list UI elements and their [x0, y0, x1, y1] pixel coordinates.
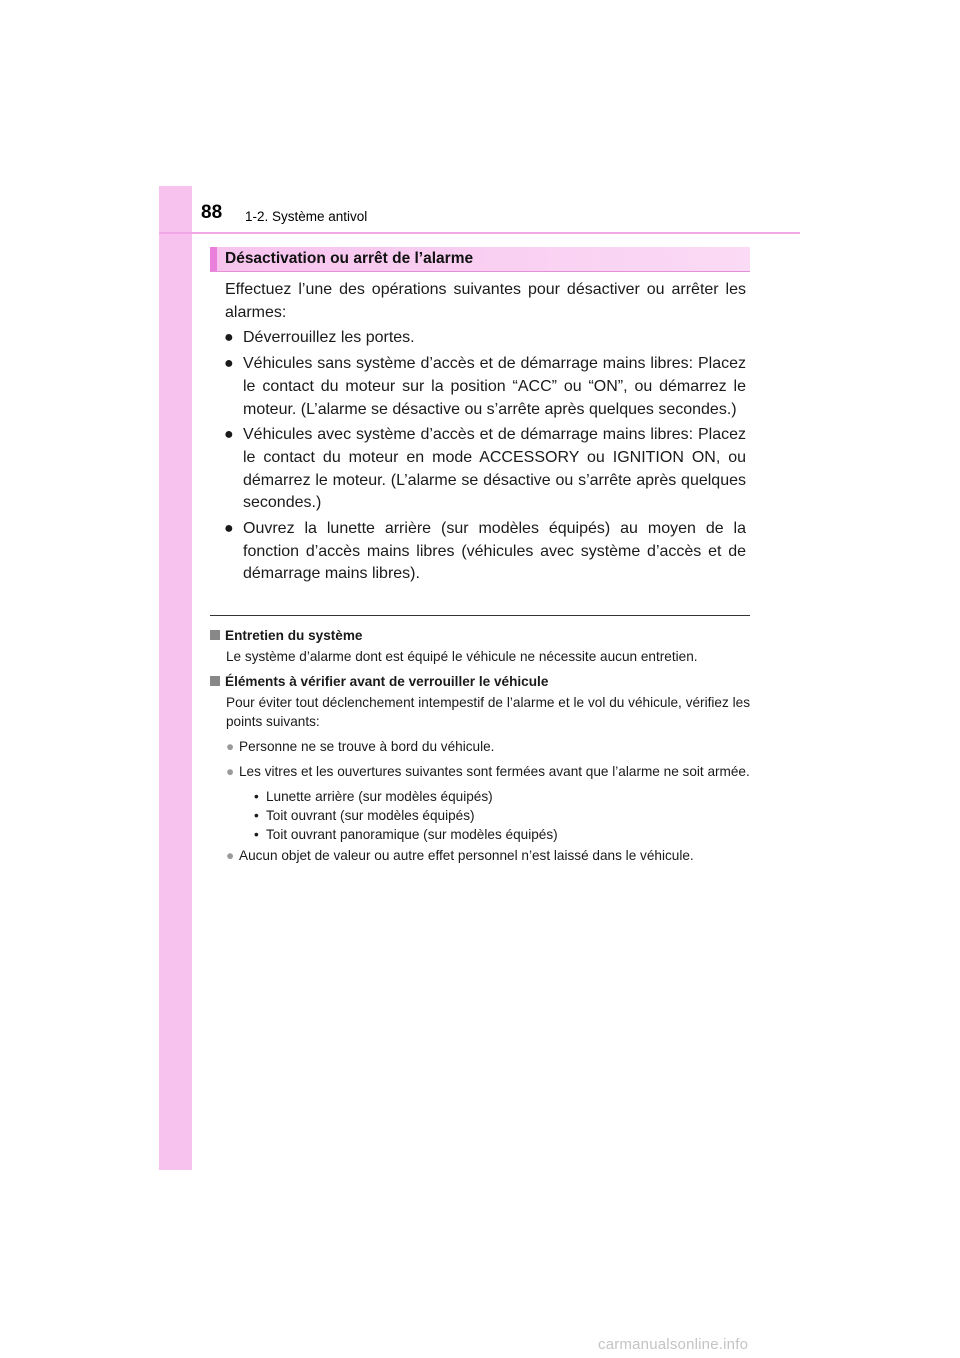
list-item: [225, 353, 746, 421]
section-heading-bar: [210, 247, 217, 271]
note-list-item-text: Personne ne se trouve à bord du véhicule.: [239, 739, 495, 754]
note-title-text: Entretien du système: [225, 628, 363, 643]
square-bullet-icon: [210, 676, 220, 686]
sub-list: [254, 787, 750, 844]
note-body-maintenance: Le système d’alarme dont est équipé le véhicule ne nécessite aucun entretien.: [226, 649, 698, 664]
section-divider: [210, 615, 750, 616]
sub-list-item: • Toit ouvrant panoramique (sur modèles équipés): [254, 825, 750, 844]
list-item: [225, 424, 746, 515]
section-title: Désactivation ou arrêt de l’alarme: [225, 250, 474, 267]
sub-list-item: • Toit ouvrant (sur modèles équipés): [254, 806, 750, 825]
page-number: 88: [201, 202, 223, 223]
list-item-text: Véhicules sans système d’accès et de démarrage mains libres: Placez le contact du moteur sur la position “ACC” ou “ON”, ou démarrez le moteur. (L’alarme se désactive ou s’arrête après quelques secondes.): [243, 355, 746, 418]
note-title-maintenance: [210, 626, 750, 645]
square-bullet-icon: [210, 630, 220, 640]
list-item-text: Ouvrez la lunette arrière (sur modèles équipés) au moyen de la fonction d’accès mains libres (véhicules avec système d’accès et de démarrage mains libres).: [243, 520, 746, 583]
note-list-item-text: Aucun objet de valeur ou autre effet personnel n’est laissé dans le véhicule.: [239, 848, 694, 863]
list-item: [225, 518, 746, 586]
note-title-checks: [210, 672, 750, 691]
note-list-item: [226, 846, 750, 865]
note-list-item: [226, 762, 750, 781]
breadcrumb: 1-2. Système antivol: [245, 209, 368, 224]
header-rule: [159, 232, 800, 234]
list-item: [225, 327, 746, 350]
bullet-dot-icon: ●: [226, 764, 235, 779]
bullet-dot-icon: ●: [224, 520, 234, 538]
sub-list-item: • Lunette arrière (sur modèles équipés): [254, 787, 750, 806]
watermark: carmanualsonline.info: [598, 1336, 749, 1353]
bullet-dot-icon: ●: [226, 848, 235, 863]
list-item-text: Déverrouillez les portes.: [243, 329, 415, 347]
bullet-dot-icon: ●: [224, 355, 234, 373]
bullet-dot-icon: ●: [224, 426, 234, 444]
bullet-dot-icon: ●: [226, 739, 235, 754]
notes-section: [210, 626, 750, 871]
note-list-item-text: Les vitres et les ouvertures suivantes sont fermées avant que l’alarme ne soit armée.: [239, 764, 750, 779]
bullet-dot-icon: ●: [224, 329, 234, 347]
list-item-text: Véhicules avec système d’accès et de démarrage mains libres: Placez le contact du moteur en mode ACCESSORY ou IGNITION ON, ou démarrez le moteur. (L’alarme se désactive ou s’arrête après quelques secondes.): [243, 426, 746, 512]
section-heading: [210, 247, 750, 272]
intro-paragraph: Effectuez l’une des opérations suivantes pour désactiver ou arrêter les alarmes:: [225, 281, 746, 321]
note-list-item: [226, 737, 750, 756]
side-tab: [159, 186, 192, 1170]
note-body-checks: Pour éviter tout déclenchement intempestif de l’alarme et le vol du véhicule, vérifiez les points suivants:: [226, 695, 750, 729]
note-title-text: Éléments à vérifier avant de verrouiller le véhicule: [225, 674, 549, 689]
main-content: [225, 279, 746, 589]
